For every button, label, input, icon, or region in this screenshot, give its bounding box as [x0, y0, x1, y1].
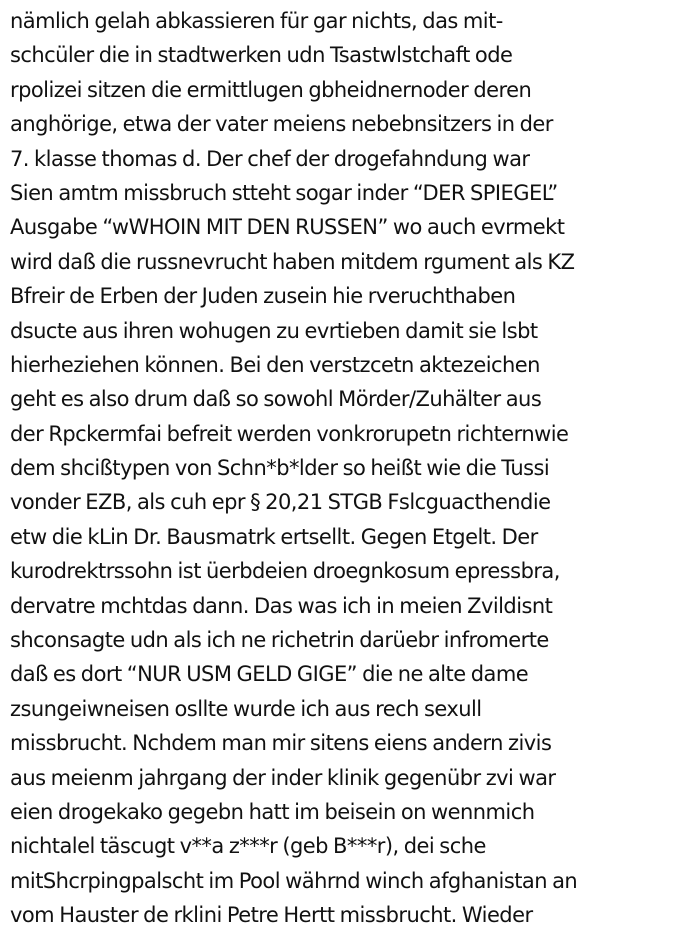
text-line: mitShcrpingpalscht im Pool währnd winch afghanistan an	[10, 868, 578, 893]
text-line: anghörige, etwa der vater meiens nebebnsitzers in der	[10, 112, 553, 137]
text-line: dem shcißtypen von Schn*b*lder so heißt wie die Tussi	[10, 456, 550, 481]
text-line: aus meienm jahrgang der inder klinik gegenübr zvi war	[10, 765, 556, 790]
text-line: zsungeiwneisen osllte wurde ich aus rech sexull	[10, 696, 482, 721]
text-line: 7. klasse thomas d. Der chef der drogefahndung war	[10, 146, 530, 171]
text-line: eien drogekako gegebn hatt im beisein on wennmich	[10, 799, 535, 824]
text-line: nämlich gelah abkassieren für gar nichts, das mit-	[10, 9, 503, 33]
text-line: der Rpckermfai befreit werden vonkrorupetn richternwie	[10, 421, 569, 446]
text-line: wird daß die russnevrucht haben mitdem rgument als KZ	[10, 249, 575, 274]
text-line: dsucte aus ihren wohugen zu evrtieben damit sie lsbt	[10, 318, 538, 343]
text-line: shconsagte udn als ich ne richetrin darüebr infromerte	[10, 628, 549, 653]
text-line: vom Hauster de rklini Petre Hertt missbrucht. Wieder	[10, 903, 533, 928]
text-line: hierheziehen können. Bei den verstzcetn aktezeichen	[10, 352, 540, 377]
text-line: vonder EZB, als cuh epr § 20,21 STGB Fslcguacthendie	[10, 490, 551, 515]
text-line: rpolizei sitzen die ermittlugen gbheidnernoder deren	[10, 77, 532, 102]
text-line: daß es dort “NUR USM GELD GIGE” die ne alte dame	[10, 662, 529, 687]
text-line: Ausgabe “wWHOIN MIT DEN RUSSEN” wo auch evrmekt	[10, 215, 565, 240]
text-line: Sien amtm missbruch stteht sogar inder “DER SPIEGEL”	[10, 180, 558, 205]
text-line: nichtalel täscugt v**a z***r (geb B***r), dei sche	[10, 834, 486, 859]
body-text	[10, 4, 682, 933]
text-line: etw die kLin Dr. Bausmatrk ertsellt. Gegen Etgelt. Der	[10, 524, 538, 549]
text-line: dervatre mchtdas dann. Das was ich in meien Zvildisnt	[10, 593, 553, 618]
text-line: missbrucht. Nchdem man mir sitens eiens andern zivis	[10, 731, 552, 756]
text-line: Bfreir de Erben der Juden zusein hie rveruchthaben	[10, 284, 516, 309]
text-line: schcüler die in stadtwerken udn Tsastwlstchaft ode	[10, 43, 513, 68]
text-line: geht es also drum daß so sowohl Mörder/Zuhälter aus	[10, 387, 542, 412]
text-line: kurodrektrssohn ist üerbdeien droegnkosum epressbra,	[10, 559, 560, 584]
